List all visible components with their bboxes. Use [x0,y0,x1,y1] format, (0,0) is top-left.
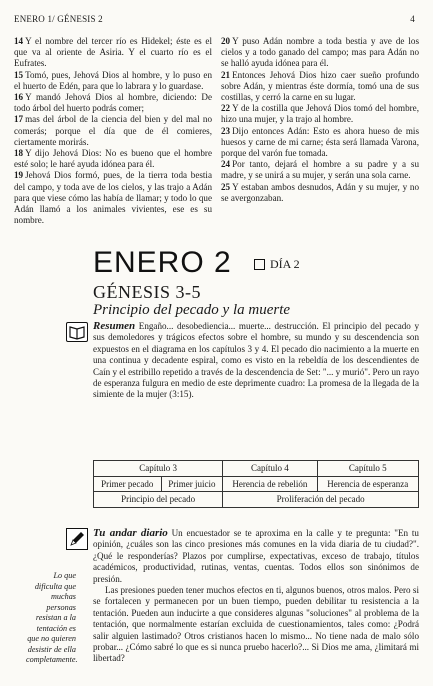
running-header [14,14,415,24]
verse-text: Y estaban ambos desnudos, Adán y su mujer, y no se avergonzaban. [221,181,419,203]
table-cell: Proliferación del pecado [223,492,419,508]
table-cell: Primer juicio [161,476,223,492]
chapter-table [93,460,419,508]
scripture-reference: GÉNESIS 3-5 [93,282,201,302]
verse-text: Y puso Adán nombre a toda bestia y ave de los cielos y a todo ganado del campo; mas para Adán no se halló ayuda idónea para él. [221,36,419,69]
verse-number: 15 [14,69,24,80]
verse-number: 19 [14,170,24,181]
andar-paragraph [93,528,419,665]
resumen-paragraph [93,321,419,401]
verse-number: 14 [14,36,24,46]
andar-lead: Tu andar diario [93,527,168,539]
verse-text: Entonces Jehová Dios hizo caer sueño profundo sobre Adán, y mientras éste dormía, tomó una de sus costillas, y cerró la carne en su lugar. [221,69,419,103]
verse-number: 22 [221,103,231,114]
section-title: ENERO 2 [93,246,232,279]
verse-number: 24 [221,159,231,170]
andar-text-1: Un encuestador se te aproxima en la calle y te pregunta: "En tu opinión, ¿cuáles son las cinco presiones más comunes en la vida diaria de tu ciudad?". ¿Qué le responderías? Plazos por cumplirse, expectativas, exceso de trabajo, títulos académicos, productividad, rutinas, ventas, cuentas. Todos ellos son sinónimos de presión. [93,528,419,584]
table-cell: Principio del pecado [94,492,223,508]
scripture-left-column [14,36,212,226]
verse [14,148,212,170]
resumen-lead: Resumen [93,320,136,332]
verse [14,114,212,148]
verse [221,126,419,160]
verse-text: Y de la costilla que Jehová Dios tomó del hombre, hizo una mujer, y la trajo al hombre. [221,103,419,125]
book-icon [66,322,88,342]
scripture-columns [14,36,419,226]
header-title: ENERO 1/ GÉNESIS 2 [14,14,103,24]
verse-number: 17 [14,114,24,125]
verse-text: mas del árbol de la ciencia del bien y del mal no comerás; porque el día que de él comieres, ciertamente morirás. [14,114,212,147]
verse [221,70,419,104]
table-cell: Primer pecado [94,476,162,492]
verse-text: Y dijo Jehová Dios: No es bueno que el hombre esté solo; le haré ayuda idónea para él. [14,148,212,170]
verse-number: 23 [221,125,231,136]
side-note: Lo que dificulta que muchas personas resistan a la tentación es que no quieren desistir de ella completamente. [26,571,78,664]
verse-text: Tomó, pues, Jehová Dios al hombre, y lo puso en el huerto de Edén, para que lo labrara y lo guardase. [14,69,212,91]
verse-number: 18 [14,148,24,159]
table-cell: Herencia de esperanza [317,476,418,492]
verse [14,92,212,114]
andar-text-2: Las presiones pueden tener muchos efectos en ti, algunos buenos, otros malos. Pero si se fortalecen y permanecen por un buen tiempo, pueden debilitar tu resistencia a la tentación. Pueden aun inducirte a que consideres algunas "soluciones" al problema de la tentación, que normalmente estarían excluida de cuestionamientos, tales como: ¿Podrá salir alguien lastimado? Otros cristianos hacen lo mismo... No tiene nada de malo sólo probar... ¿Cómo sabré lo que es si nunca pruebo hacerlo?... Si Dios me ama, ¿limitará mi libertad? [93,585,419,664]
verse-text: Y mandó Jehová Dios al hombre, diciendo: De todo árbol del huerto podrás comer; [14,92,212,114]
verse-text: Por tanto, dejará el hombre a su padre y a su madre, y se unirá a su mujer, y serán una sola carne. [221,159,419,181]
verse [14,36,212,70]
verse [14,70,212,92]
day-label: DÍA 2 [270,257,300,271]
verse-number: 21 [221,69,231,80]
day-marker [254,257,300,272]
section-subtitle: Principio del pecado y la muerte [93,302,291,318]
table-cell: Herencia de rebelión [223,476,317,492]
verse-text: Jehová Dios formó, pues, de la tierra toda bestia del campo, y toda ave de los cielos, y las trajo a Adán para que viese cómo las había de llamar; y todo lo que Adán llamó a los animales vivientes, ese es su nombre. [14,170,212,226]
checkbox-icon[interactable] [254,259,265,270]
verse-number: 20 [221,36,231,46]
chapter-header: Capítulo 5 [317,461,418,477]
verse-number: 16 [14,92,24,103]
chapter-header: Capítulo 4 [223,461,317,477]
page-number: 4 [410,14,415,24]
resumen-text: Engaño... desobediencia... muerte... destrucción. El principio del pecado y sus demoledores y trágicos efectos sobre el hombre, su mundo y su descendencia son expuestos en el diagrama en los capítulos 3 y 4. El pecado dio nacimiento a la muerte en una continua y decadente espiral, como es visto en la rebeldía de los descendientes de Caín y el estribillo repetido a través de la descendencia de Set: "... y murió". Pero un rayo de esperanza fulgura en medio de este deprimente cuadro: La promesa de la llegada de la simiente de la mujer (3:15). [93,321,419,400]
scripture-right-column [221,36,419,226]
verse [221,103,419,125]
verse-text: Y el nombre del tercer río es Hidekel; éste es el que va al oriente de Asiria. Y el cuarto río es el Eufrates. [14,36,212,69]
chapter-header: Capítulo 3 [94,461,223,477]
verse [221,159,419,181]
pencil-icon [66,528,88,550]
verse [221,182,419,204]
verse [14,170,212,226]
verse-text: Dijo entonces Adán: Esto es ahora hueso de mis huesos y carne de mi carne; ésta será llamada Varona, porque del varón fue tomada. [221,125,419,159]
verse-number: 25 [221,181,231,192]
verse [221,36,419,70]
